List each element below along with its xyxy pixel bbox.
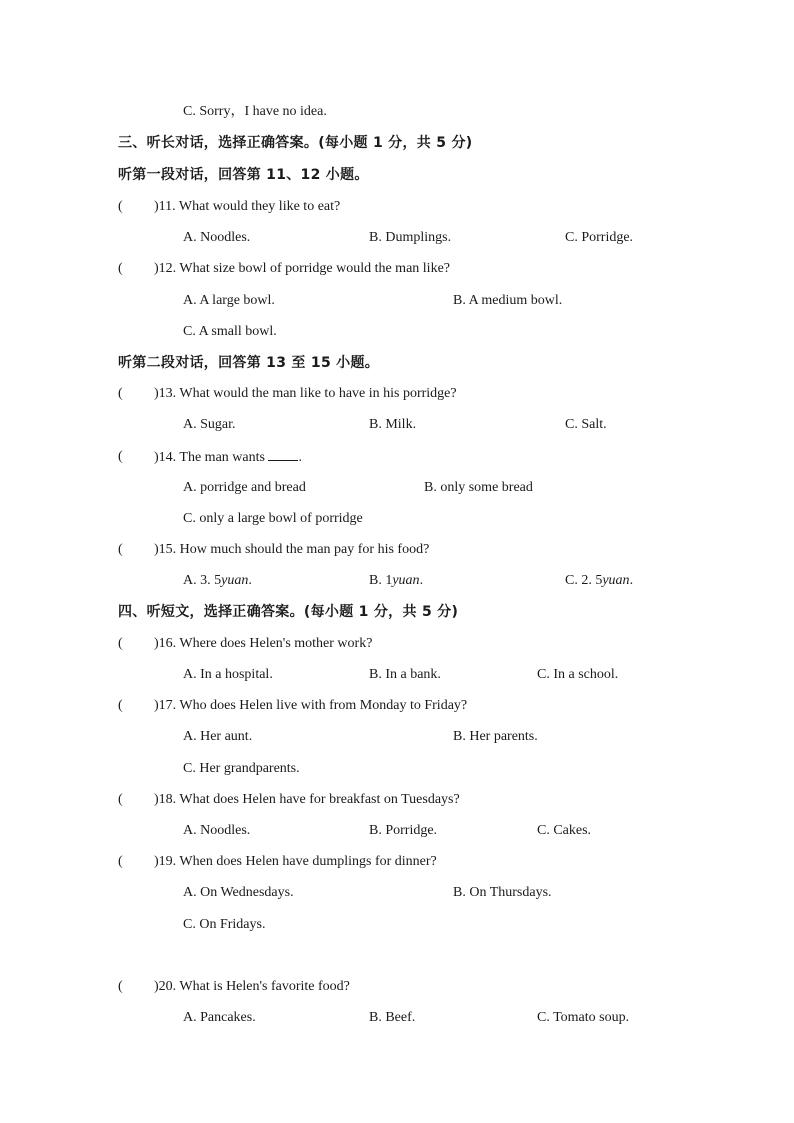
option-13-a: A. Sugar.	[183, 417, 236, 432]
option-15-a	[183, 572, 252, 590]
answer-paren-17[interactable]: (	[118, 698, 123, 713]
section-3-heading: 三、听长对话，选择正确答案。(每小题 1 分，共 5 分)	[118, 135, 473, 151]
option-11-a: A. Noodles.	[183, 230, 251, 245]
option-12-b: B. A medium bowl.	[453, 293, 563, 308]
answer-paren-16[interactable]: (	[118, 636, 123, 651]
fill-in-blank[interactable]	[268, 448, 298, 461]
option-13-c: C. Salt.	[565, 417, 607, 432]
question-13: )13. What would the man like to have in his porridge?	[154, 386, 457, 401]
question-14-end: .	[298, 450, 302, 465]
question-15: )15. How much should the man pay for his food?	[154, 542, 430, 557]
question-12: )12. What size bowl of porridge would the man like?	[154, 261, 450, 276]
option-18-a: A. Noodles.	[183, 823, 251, 838]
option-end: .	[248, 573, 252, 588]
question-11: )11. What would they like to eat?	[154, 199, 341, 214]
option-14-a: A. porridge and bread	[183, 480, 306, 495]
option-15-b	[369, 572, 423, 590]
option-12-a: A. A large bowl.	[183, 293, 275, 308]
option-16-a: A. In a hospital.	[183, 667, 273, 682]
answer-paren-14[interactable]: (	[118, 449, 123, 464]
option-14-b: B. only some bread	[424, 480, 533, 495]
option-15-c	[565, 572, 633, 590]
answer-paren-15[interactable]: (	[118, 542, 123, 557]
option-18-c: C. Cakes.	[537, 823, 592, 838]
question-19: )19. When does Helen have dumplings for dinner?	[154, 854, 437, 869]
option-20-b: B. Beef.	[369, 1010, 416, 1025]
option-15-c-value: C. 2. 5	[565, 573, 603, 588]
answer-paren-20[interactable]: (	[118, 979, 123, 994]
option-13-b: B. Milk.	[369, 417, 417, 432]
option-end: .	[629, 573, 634, 588]
option-17-c: C. Her grandparents.	[183, 761, 300, 776]
answer-paren-13[interactable]: (	[118, 386, 123, 401]
unit-yuan: yuan	[392, 573, 420, 588]
option-19-b: B. On Thursdays.	[453, 885, 552, 900]
unit-yuan: yuan	[602, 573, 630, 588]
option-14-c: C. only a large bowl of porridge	[183, 511, 363, 526]
question-20: )20. What is Helen's favorite food?	[154, 979, 350, 994]
option-16-b: B. In a bank.	[369, 667, 441, 682]
answer-paren-18[interactable]: (	[118, 792, 123, 807]
option-18-b: B. Porridge.	[369, 823, 438, 838]
option-10-c: C. Sorry，I have no idea.	[183, 104, 327, 119]
option-20-c: C. Tomato soup.	[537, 1010, 630, 1025]
option-15-b-value: B. 1	[369, 573, 393, 588]
answer-paren-12[interactable]: (	[118, 261, 123, 276]
question-14-text: )14. The man wants	[154, 450, 269, 465]
question-18: )18. What does Helen have for breakfast on Tuesdays?	[154, 792, 460, 807]
option-11-b: B. Dumplings.	[369, 230, 452, 245]
option-12-c: C. A small bowl.	[183, 324, 277, 339]
option-17-b: B. Her parents.	[453, 729, 538, 744]
option-end: .	[419, 573, 424, 588]
option-15-a-value: A. 3. 5	[183, 573, 222, 588]
unit-yuan: yuan	[221, 573, 249, 588]
section-3-part-2-heading: 听第二段对话，回答第 13 至 15 小题。	[118, 355, 380, 371]
option-19-c: C. On Fridays.	[183, 917, 266, 932]
question-16: )16. Where does Helen's mother work?	[154, 636, 373, 651]
answer-paren-19[interactable]: (	[118, 854, 123, 869]
section-3-part-1-heading: 听第一段对话，回答第 11、12 小题。	[118, 167, 369, 183]
question-14	[154, 448, 302, 467]
option-17-a: A. Her aunt.	[183, 729, 253, 744]
answer-paren-11[interactable]: (	[118, 199, 123, 214]
option-11-c: C. Porridge.	[565, 230, 634, 245]
option-19-a: A. On Wednesdays.	[183, 885, 294, 900]
option-16-c: C. In a school.	[537, 667, 619, 682]
section-4-heading: 四、听短文，选择正确答案。(每小题 1 分，共 5 分)	[118, 604, 459, 620]
option-20-a: A. Pancakes.	[183, 1010, 256, 1025]
question-17: )17. Who does Helen live with from Monday to Friday?	[154, 698, 468, 713]
